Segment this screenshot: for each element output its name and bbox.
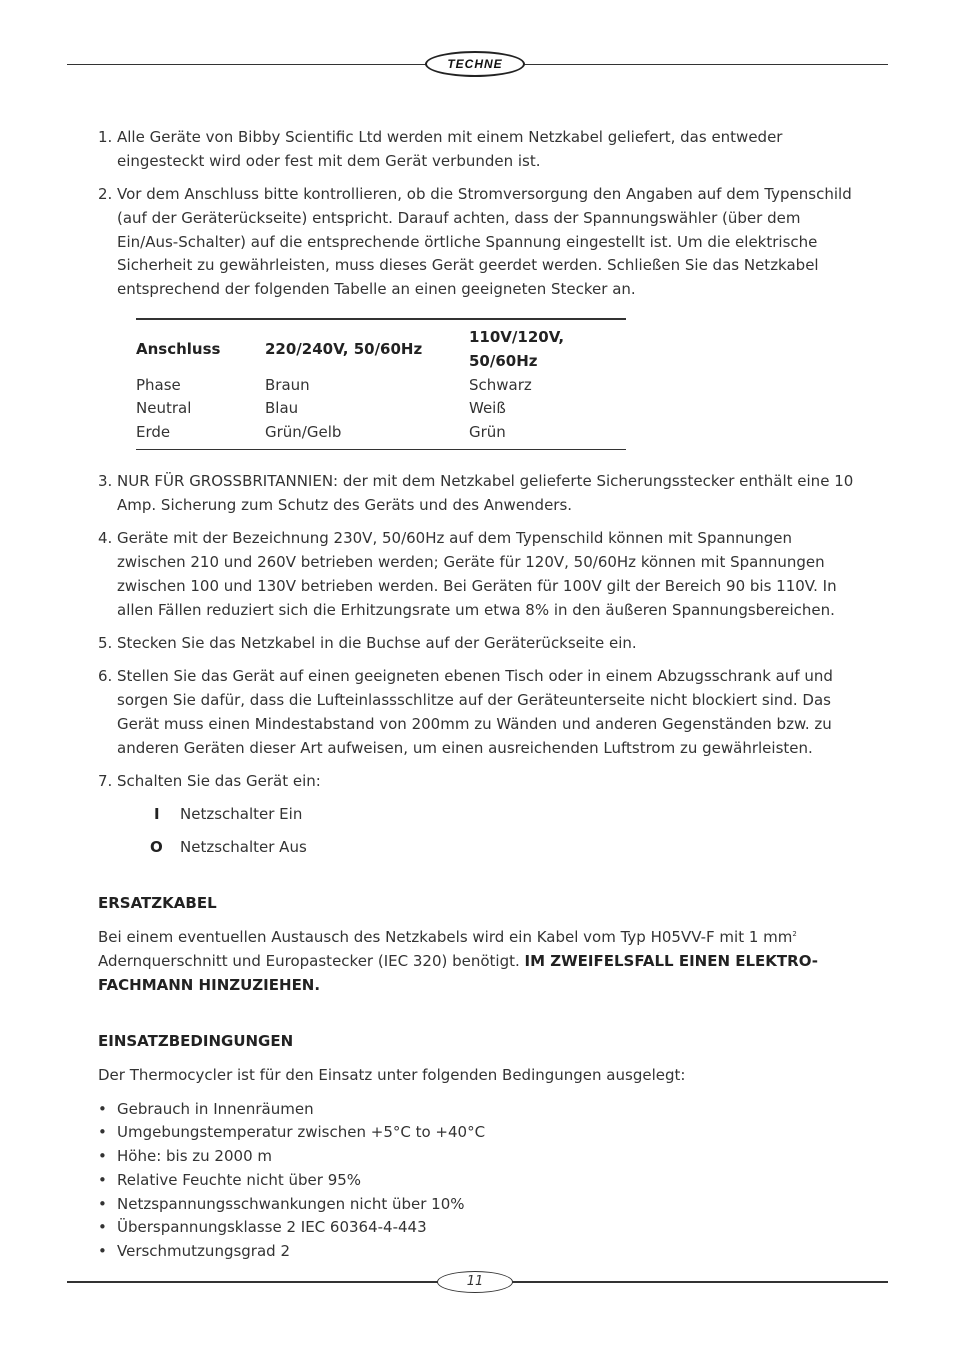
table-cell: Erde	[136, 423, 171, 442]
table-cell: Phase	[136, 375, 181, 394]
condition-text: Gebrauch in Innenräumen	[117, 1099, 314, 1118]
condition-text: Höhe: bis zu 2000 m	[117, 1147, 272, 1166]
section-heading-ersatzkabel: ERSATZKABEL	[98, 894, 217, 913]
power-off-symbol: O	[150, 838, 163, 857]
power-on-symbol: I	[154, 805, 160, 824]
column-header: 220/240V, 50/60Hz	[265, 339, 423, 358]
switch-label: Netzschalter Aus	[180, 838, 307, 857]
switch-on-row	[150, 803, 858, 827]
list-item	[98, 1193, 858, 1217]
instruction-list	[98, 126, 858, 794]
step-number: 1.	[98, 128, 113, 146]
list-item	[98, 527, 858, 622]
list-item	[98, 470, 858, 518]
table-row	[136, 374, 626, 398]
step-text: Alle Geräte von Bibby Scientific Ltd werden mit einem Netzkabel geliefert, das entweder eingesteckt wird oder fest mit dem Gerät verbunden ist.	[117, 128, 783, 170]
step-text: Stecken Sie das Netzkabel in die Buchse auf der Geräterückseite ein.	[117, 633, 637, 652]
bullet-icon: •	[98, 1194, 107, 1213]
step-text: Geräte mit der Bezeichnung 230V, 50/60Hz auf dem Typenschild können mit Spannungen zwischen 210 und 260V betrieben werden; Geräte für 120V, 50/60Hz können mit Spannungen zwischen 100 und 130V betrieben werden. Bei Geräten für 100V gilt der Bereich 90 bis 110V. In allen Fällen reduziert sich die Erhitzungsrate um etwa 8% in den äußeren Spannungsbereichen.	[117, 529, 837, 619]
table-cell: Blau	[265, 399, 299, 418]
list-item	[98, 126, 858, 174]
section-heading-einsatz: EINSATZBEDINGUNGEN	[98, 1032, 294, 1051]
condition-text: Netzspannungsschwankungen nicht über 10%	[117, 1194, 465, 1213]
table-cell: Weiß	[469, 399, 506, 418]
column-header: 110V/120V, 50/60Hz	[469, 328, 565, 370]
ersatzkabel-paragraph	[98, 926, 858, 997]
list-item	[98, 770, 858, 794]
step-number: 4.	[98, 529, 113, 548]
bullet-icon: •	[98, 1099, 107, 1118]
table-cell: Schwarz	[469, 375, 532, 394]
page-content	[98, 126, 858, 1264]
condition-text: Relative Feuchte nicht über 95%	[117, 1170, 362, 1189]
bullet-icon: •	[98, 1218, 107, 1237]
table-row	[136, 421, 626, 449]
step-text: Stellen Sie das Gerät auf einen geeigneten ebenen Tisch oder in einem Abzugsschrank auf und sorgen Sie dafür, dass die Lufteinlassschlitze auf der Geräteunterseite nicht blockiert sind. Das Gerät muss einen Mindestabstand von 200mm zu Wänden und anderen Gegenständen bzw. zu anderen Geräten dieser Art aufweisen, um einen ausreichenden Luftstrom zu gewährleisten.	[117, 667, 833, 757]
bullet-icon: •	[98, 1170, 107, 1189]
table-cell: Braun	[265, 375, 310, 394]
column-header: Anschluss	[136, 339, 221, 358]
table-cell: Grün/Gelb	[265, 423, 342, 442]
superscript: 2	[792, 930, 797, 939]
list-item	[98, 1169, 858, 1193]
list-item	[98, 1240, 858, 1264]
step-number: 2.	[98, 185, 113, 204]
warning-text: IM ZWEIFELSFALL EINEN ELEKTRO-FACHMANN HINZUZIEHEN.	[98, 951, 818, 994]
ersatzkabel-text: Bei einem eventuellen Austausch des Netzkabels wird ein Kabel vom Typ H05VV-F mit 1 mm	[98, 928, 793, 947]
list-item	[98, 1098, 858, 1122]
switch-off-row	[150, 836, 858, 860]
conditions-list	[98, 1098, 858, 1265]
bullet-icon: •	[98, 1123, 107, 1142]
switch-label: Netzschalter Ein	[180, 805, 303, 824]
step-number: 5.	[98, 633, 113, 652]
step-number: 7.	[98, 771, 113, 790]
table-cell: Neutral	[136, 399, 192, 418]
step-text: Vor dem Anschluss bitte kontrollieren, ob die Stromversorgung den Angaben auf dem Typenschild (auf der Geräterückseite) entspricht. Darauf achten, dass der Spannungswähler (über dem Ein/Aus-Schalter) auf die entsprechende örtliche Spannung eingestellt ist. Um die elektrische Sicherheit zu gewährleisten, muss dieses Gerät geerdet werden. Schließen Sie das Netzkabel entsprechend der folgenden Tabelle an einen geeigneten Stecker an.	[117, 185, 852, 299]
step-number: 3.	[98, 472, 113, 491]
list-item	[98, 1121, 858, 1145]
bullet-icon: •	[98, 1147, 107, 1166]
list-item	[98, 1216, 858, 1240]
techne-logo: TECHNE	[425, 51, 525, 77]
list-item	[98, 632, 858, 656]
table-row	[136, 397, 626, 421]
list-item	[98, 183, 858, 450]
condition-text: Verschmutzungsgrad 2	[117, 1242, 290, 1261]
step-text: NUR FÜR GROSSBRITANNIEN: der mit dem Netzkabel gelieferte Sicherungsstecker enthält eine 10 Amp. Sicherung zum Schutz des Geräts und des Anwenders.	[117, 472, 854, 514]
list-item	[98, 1145, 858, 1169]
table-cell: Grün	[469, 423, 506, 442]
step-number: 6.	[98, 667, 113, 686]
bullet-icon: •	[98, 1242, 107, 1261]
wiring-table	[136, 318, 626, 450]
page-number: 11	[437, 1271, 513, 1293]
condition-text: Umgebungstemperatur zwischen +5°C to +40°C	[117, 1123, 486, 1142]
ersatzkabel-text: Adernquerschnitt und Europastecker (IEC 320) benötigt.	[98, 951, 525, 970]
condition-text: Überspannungsklasse 2 IEC 60364-4-443	[117, 1218, 427, 1237]
list-item	[98, 665, 858, 760]
einsatz-intro: Der Thermocycler ist für den Einsatz unter folgenden Bedingungen ausgelegt:	[98, 1066, 686, 1085]
table-header-row	[136, 319, 626, 374]
step-text: Schalten Sie das Gerät ein:	[117, 771, 321, 790]
